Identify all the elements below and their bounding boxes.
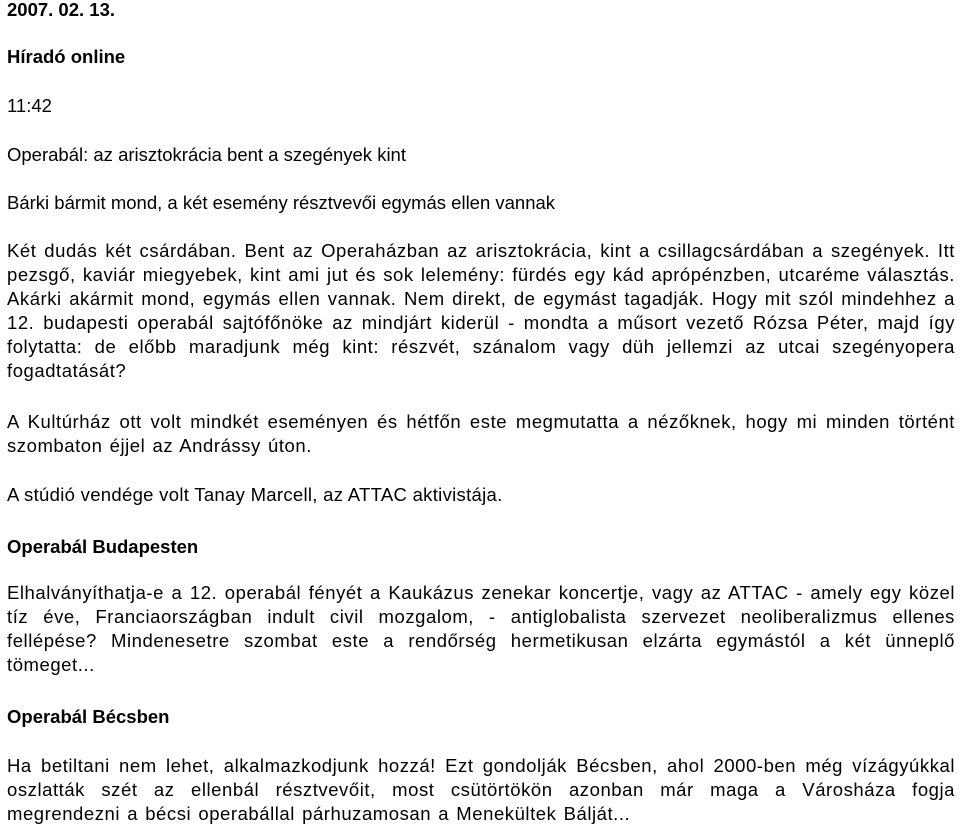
section-text-vienna: Ha betiltani nem lehet, alkalmazkodjunk hozzá! Ezt gondolják Bécsben, ahol 2000-ben még vízágyúkkal oszlatták szét az ellenbál résztvevőit, most csütörtökön azonban már maga a Városháza fogja megrendezni a bécsi operabállal párhuzamosan a Menekültek Bálját... (7, 755, 955, 824)
article-paragraph-2: A Kultúrház ott volt mindkét eseményen és hétfőn este megmutatta a nézőknek, hogy mi minden történt szombaton éjjel az Andrássy úton. (7, 411, 955, 456)
article-time: 11:42 (7, 95, 52, 116)
article-paragraph-1: Két dudás két csárdában. Bent az Operaházban az arisztokrácia, kint a csillagcsárdában a szegények. Itt pezsgő, kaviár miegyebek, kint ami jut és sok lelemény: fürdés egy kád aprópénzben, utcaréme választás. Akárki akármit mond, egymás ellen vannak. Nem direkt, de egymást tagadják. Hogy mit szól mindehhez a 12. budapesti operabál sajtófőnöke az mindjárt kiderül - mondta a műsort vezető Rózsa Péter, majd így folytatta: de előbb maradjunk még kint: részvét, szánalom vagy düh jellemzi az utcai szegényopera fogadtatását? (7, 240, 955, 381)
article-lead: Bárki bármit mond, a két esemény résztvevői egymás ellen vannak (7, 192, 556, 213)
article-paragraph-3: A stúdió vendége volt Tanay Marcell, az ATTAC aktivistája. (7, 484, 503, 505)
section-heading-vienna: Operabál Bécsben (7, 706, 170, 727)
news-source: Híradó online (7, 46, 126, 67)
article-date: 2007. 02. 13. (7, 0, 116, 20)
article-title: Operabál: az arisztokrácia bent a szegények kint (7, 144, 406, 165)
section-heading-budapest: Operabál Budapesten (7, 536, 199, 557)
section-text-budapest: Elhalványíthatja-e a 12. operabál fényét a Kaukázus zenekar koncertje, vagy az ATTAC - amely egy közel tíz éve, Franciaországban indult civil mozgalom, - antiglobalista szervezet neoliberalizmus ellenes fellépése? Mindenesetre szombat este a rendőrség hermetikusan elzárta egymástól a két ünneplő tömeget... (7, 582, 955, 675)
